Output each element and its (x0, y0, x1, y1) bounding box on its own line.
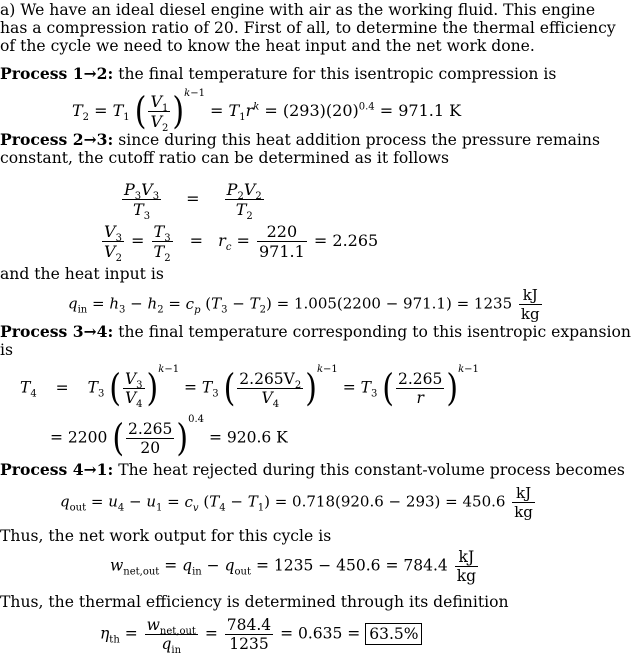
equation-t2-rhs: = (293)(20) (264, 101, 359, 120)
process-1-2-title: Process 1→2: (0, 64, 114, 83)
cutoff-result: = 2.265 (313, 231, 379, 250)
process-2-3-text: since during this heat addition process the pressure remains (113, 131, 600, 149)
t4-row2-num: 2.265 (128, 420, 173, 438)
qout-unit-den: kg (514, 503, 533, 521)
t4-c1: 2.265V (239, 370, 295, 388)
wnet-unit-den: kg (456, 567, 477, 585)
t4-row2-lhs: = 2200 (50, 428, 108, 447)
process-1-2-heading (0, 64, 556, 84)
process-4-1-title: Process 4→1: (0, 460, 114, 479)
t4-row2-result: = 920.6 K (208, 428, 288, 447)
equation-t2: $T_2 = T_1$ ( $\frac{V_1}{V_2}$ )$^{k-1} = T_1r^k = (293)(20)^{0.4} = 971.1$ K (72, 87, 462, 135)
intro-line-3: of the cycle we need to know the heat input and the net work done. (0, 37, 535, 55)
heat-input-intro: and the heat input is (0, 265, 164, 283)
qin-expr: = 1.005(2200 − 971.1) = 1235 (276, 294, 513, 313)
process-1-2-text: the final temperature for this isentropic compression is (113, 65, 557, 83)
equation-qin: $q_{in} = h_3 - h_2 = c_p$ $(T_3 - T_2) = 1.005(2200 - 971.1) = 1235$ $\frac{kJ}{kg}$ (68, 286, 540, 323)
eff-frac-den: 1235 (229, 635, 269, 653)
process-4-1-text: The heat rejected during this constant-volume process becomes (113, 461, 625, 479)
intro-line-1: a) We have an ideal diesel engine with air as the working fluid. This engine (0, 1, 596, 19)
equation-cutoff-ratio: $\frac{V_3}{V_2}$ = $\frac{T_3}{T_2}$ = $r_c$ = $\frac{220}{971.1}$ = 2.265 (104, 222, 379, 265)
efficiency-answer-box: 63.5% (365, 623, 422, 645)
equation-qout: $q_{out} = u_4 - u_1 = c_v$ $(T_4 - T_1) = 0.718(920.6 - 293) = 450.6$ $\frac{kJ}{kg}$ (60, 484, 533, 521)
t4-row2-exp: 0.4 (188, 414, 205, 426)
equation-t4-row-1: $T_4 = T_3$ ( $\frac{V_3}{V_4}$ )$^{k-1} = T_3$ ( $\frac{2.265V_2}{V_4}$ )$^{k-1} = T_3$ ( $\frac{2.265}{r}$ )$^{k-1}$ (20, 364, 479, 411)
qout-expr: = 0.718(920.6 − 293) = 450.6 (274, 492, 506, 511)
process-3-4-text: the final temperature corresponding to this isentropic expansion (113, 323, 631, 341)
cutoff-frac-den: 971.1 (259, 242, 305, 261)
process-2-3-line-2: constant, the cutoff ratio can be determined as it follows (0, 149, 449, 167)
qout-unit-num: kJ (512, 484, 535, 503)
intro-line-2: has a compression ratio of 20. First of all, to determine the thermal efficiency (0, 19, 616, 37)
equation-wnet: $w_{net,out} = q_{in} - q_{out} = 1235 - 450.6 = 784.4$ $\frac{kJ}{kg}$ (110, 548, 477, 585)
equation-t2-exp: 0.4 (358, 101, 375, 113)
t4-row2-den: 20 (140, 439, 161, 457)
t4-c2: 2.265 (398, 370, 443, 388)
cutoff-frac-num: 220 (257, 222, 307, 242)
eff-mid: = 0.635 = (280, 624, 361, 643)
process-3-4-heading (0, 322, 631, 342)
qin-unit-num: kJ (519, 286, 542, 305)
wnet-expr: = 1235 − 450.6 = 784.4 (255, 556, 448, 575)
equation-t4-row-2: = 2200 ( $\frac{2.265}{20}$ )$^{0.4}$ = 920.6 K (50, 414, 288, 460)
equation-pv-ratio: $\frac{P_3V_3}{T_3}$ = $\frac{P_2V_2}{T_2}$ (124, 180, 262, 223)
wnet-unit-num: kJ (455, 548, 478, 567)
process-2-3-heading (0, 130, 600, 150)
process-4-1-heading (0, 460, 625, 480)
equation-t2-result: = 971.1 K (379, 101, 462, 120)
efficiency-intro: Thus, the thermal efficiency is determined through its definition (0, 593, 509, 611)
qin-unit-den: kg (520, 305, 540, 323)
eff-frac-num: 784.4 (226, 616, 272, 634)
process-3-4-title: Process 3→4: (0, 322, 114, 341)
process-2-3-title: Process 2→3: (0, 130, 114, 149)
net-work-intro: Thus, the net work output for this cycle is (0, 527, 332, 545)
equation-efficiency: $\eta_{th}$ = $\frac{w_{net,out}}{q_{in}}$ = $\frac{784.4}{1235}$ = 0.635 = 63.5% (100, 616, 422, 653)
process-3-4-line-2: is (0, 341, 13, 359)
